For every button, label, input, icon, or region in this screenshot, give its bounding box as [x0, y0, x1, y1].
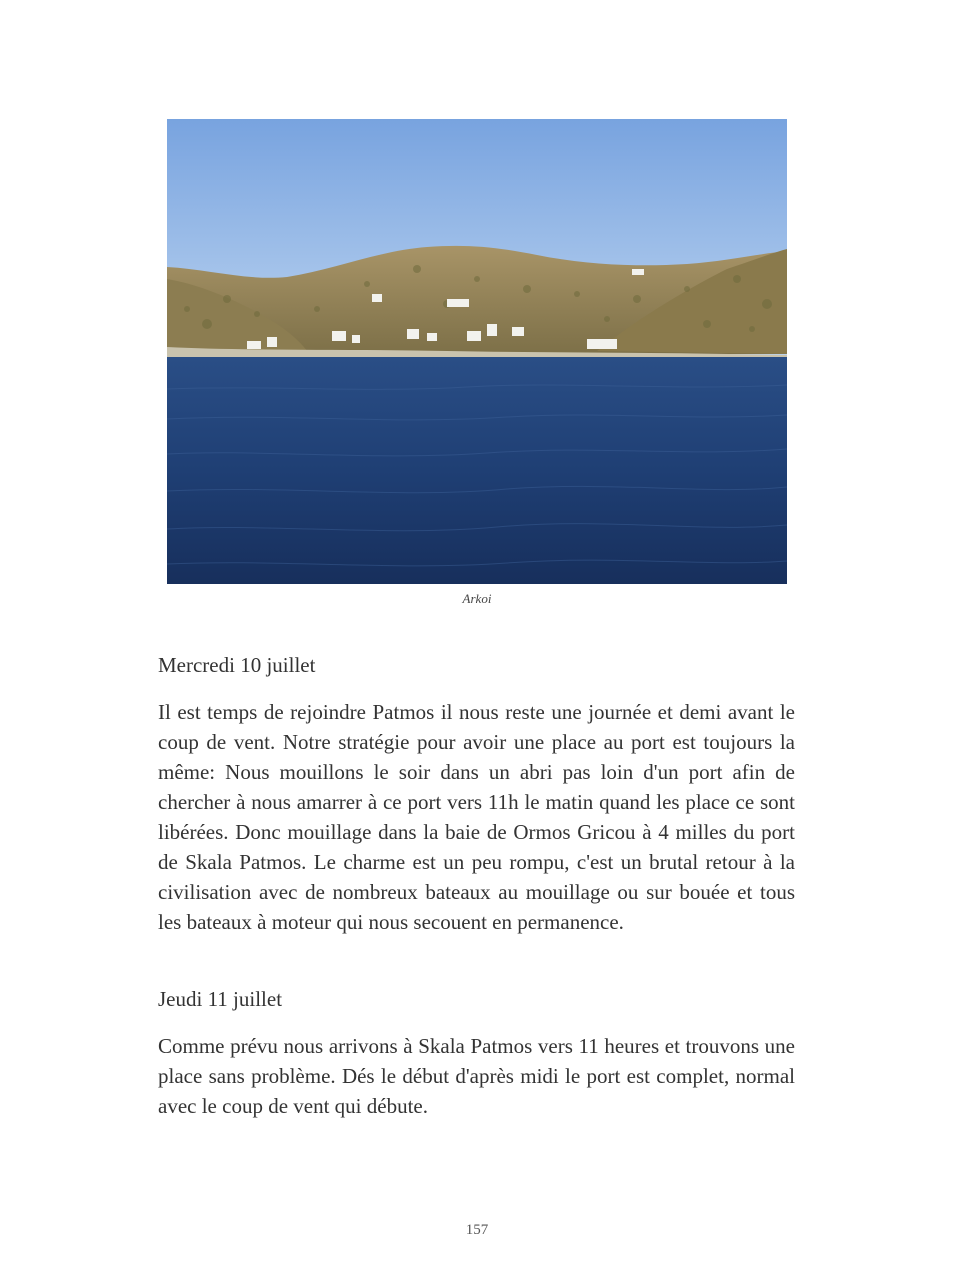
page-number: 157 [465, 1222, 489, 1238]
entry-paragraph: Comme prévu nous arrivons à Skala Patmos vers 11 heures et trouvons une place sans problème. Dés le début d'après midi le port est complet, normal avec le coup de vent qui débute. [158, 1034, 795, 1118]
entry-body [158, 1031, 795, 1121]
entry-body [158, 697, 795, 937]
entry-date: Jeudi 11 juillet [158, 987, 283, 1011]
arkoi-photo [167, 119, 787, 584]
entry-paragraph: Il est temps de rejoindre Patmos il nous reste une journée et demi avant le coup de vent. Notre stratégie pour avoir une place au port est toujours la même: Nous mouillons le soir dans un abri pas loin d'un port afin de chercher à nous amarrer à ce port vers 11h le matin quand les place ce sont libérées. Donc mouillage dans la baie de Ormos Gricou à 4 milles du port de Skala Patmos. Le charme est un peu rompu, c'est un brutal retour à la civilisation avec de nombreux bateaux au mouillage ou sur bouée et tous les bateaux à moteur qui nous secouent en permanence. [158, 700, 795, 934]
sea [167, 357, 787, 584]
entry-date: Mercredi 10 juillet [158, 653, 316, 677]
photo-caption: Arkoi [462, 591, 492, 606]
photo-illustration [167, 119, 787, 584]
